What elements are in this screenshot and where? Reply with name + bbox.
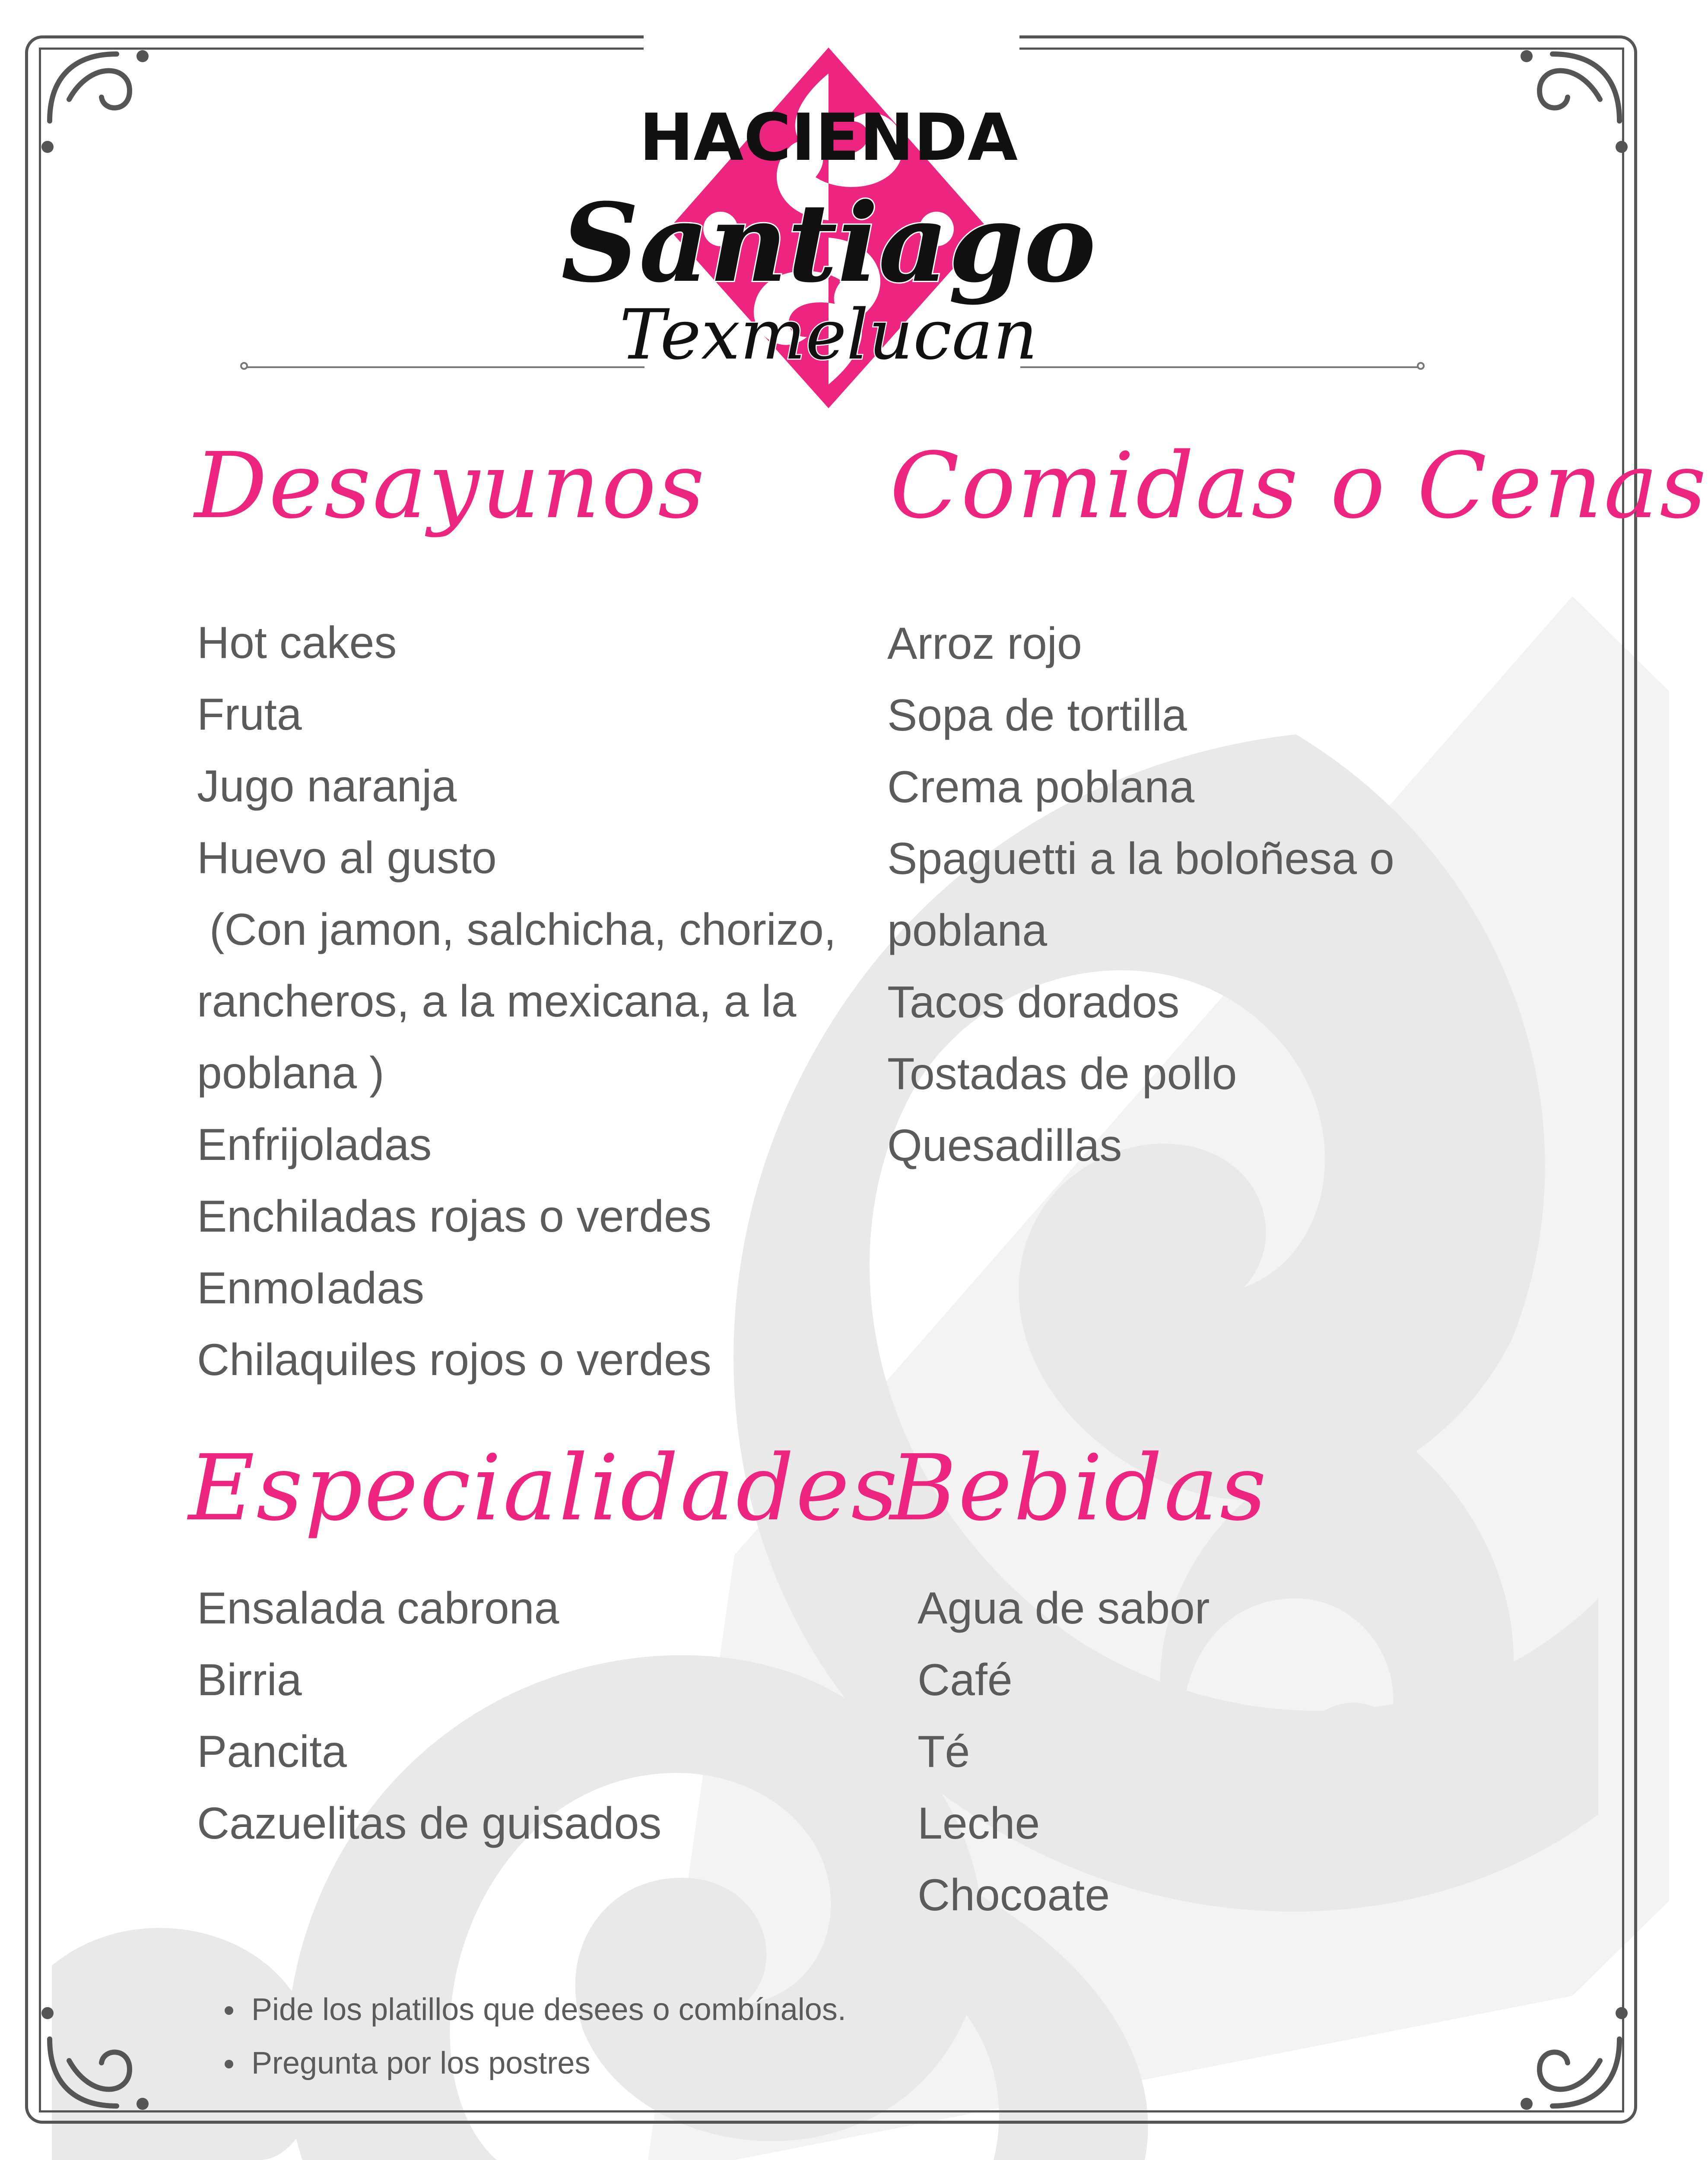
section-title-desayunos: Desayunos — [194, 433, 706, 539]
section-title-comidas-o-cenas: Comidas o Cenas — [890, 433, 1708, 539]
section-title-especialidades: Especialidades — [188, 1435, 900, 1541]
list-item: Chocoate — [917, 1870, 1110, 1920]
list-item: Tacos dorados — [887, 977, 1180, 1027]
list-item: Crema poblana — [887, 762, 1195, 812]
list-item: Jugo naranja — [197, 761, 457, 811]
list-item: Agua de sabor — [917, 1583, 1210, 1633]
logo-line-hacienda: HACIENDA — [639, 100, 1018, 175]
list-item: Huevo al gusto — [197, 833, 497, 883]
header-rule-left-end — [240, 362, 248, 370]
list-item: Birria — [197, 1655, 302, 1705]
list-item: Ensalada cabrona — [197, 1583, 559, 1633]
header-rule-right — [1020, 366, 1422, 368]
list-item: rancheros, a la mexicana, a la — [197, 976, 797, 1026]
note-item: Pide los platillos que desees o combínalos. — [220, 1983, 846, 2036]
footer-notes — [220, 1983, 846, 2090]
list-item: Enchiladas rojas o verdes — [197, 1191, 711, 1242]
list-item: Arroz rojo — [887, 619, 1082, 669]
list-item: Sopa de tortilla — [887, 690, 1187, 740]
list-item: Spaguetti a la boloñesa o — [887, 834, 1394, 884]
list-item: Té — [917, 1727, 970, 1777]
section-title-bebidas: Bebidas — [890, 1435, 1268, 1541]
list-item: Fruta — [197, 689, 302, 740]
list-item: Enfrijoladas — [197, 1120, 432, 1170]
hacienda-santiago-logo — [561, 48, 1096, 410]
list-item: Pancita — [197, 1727, 347, 1777]
list-item: Café — [917, 1655, 1013, 1705]
list-item: poblana ) — [197, 1048, 384, 1098]
list-item: Tostadas de pollo — [887, 1049, 1237, 1099]
list-item: Cazuelitas de guisados — [197, 1798, 662, 1849]
list-item: Leche — [917, 1798, 1040, 1849]
note-item: Pregunta por los postres — [220, 2036, 846, 2090]
list-item: (Con jamon, salchicha, chorizo, — [197, 905, 836, 955]
logo-line-santiago: Santiago — [561, 179, 1096, 306]
list-item: Quesadillas — [887, 1121, 1122, 1171]
logo-line-texmelucan: Texmelucan — [619, 294, 1038, 375]
list-item: Hot cakes — [197, 618, 397, 668]
comidas-list — [887, 608, 1394, 1182]
list-item: poblana — [887, 905, 1048, 956]
especialidades-list — [197, 1572, 661, 1859]
header-rule-right-end — [1417, 362, 1425, 370]
header-rule-left — [243, 366, 644, 368]
list-item: EnmoIadas — [197, 1263, 425, 1313]
bebidas-list — [917, 1572, 1210, 1931]
list-item: Chilaquiles rojos o verdes — [197, 1335, 711, 1385]
desayunos-list — [197, 607, 836, 1396]
